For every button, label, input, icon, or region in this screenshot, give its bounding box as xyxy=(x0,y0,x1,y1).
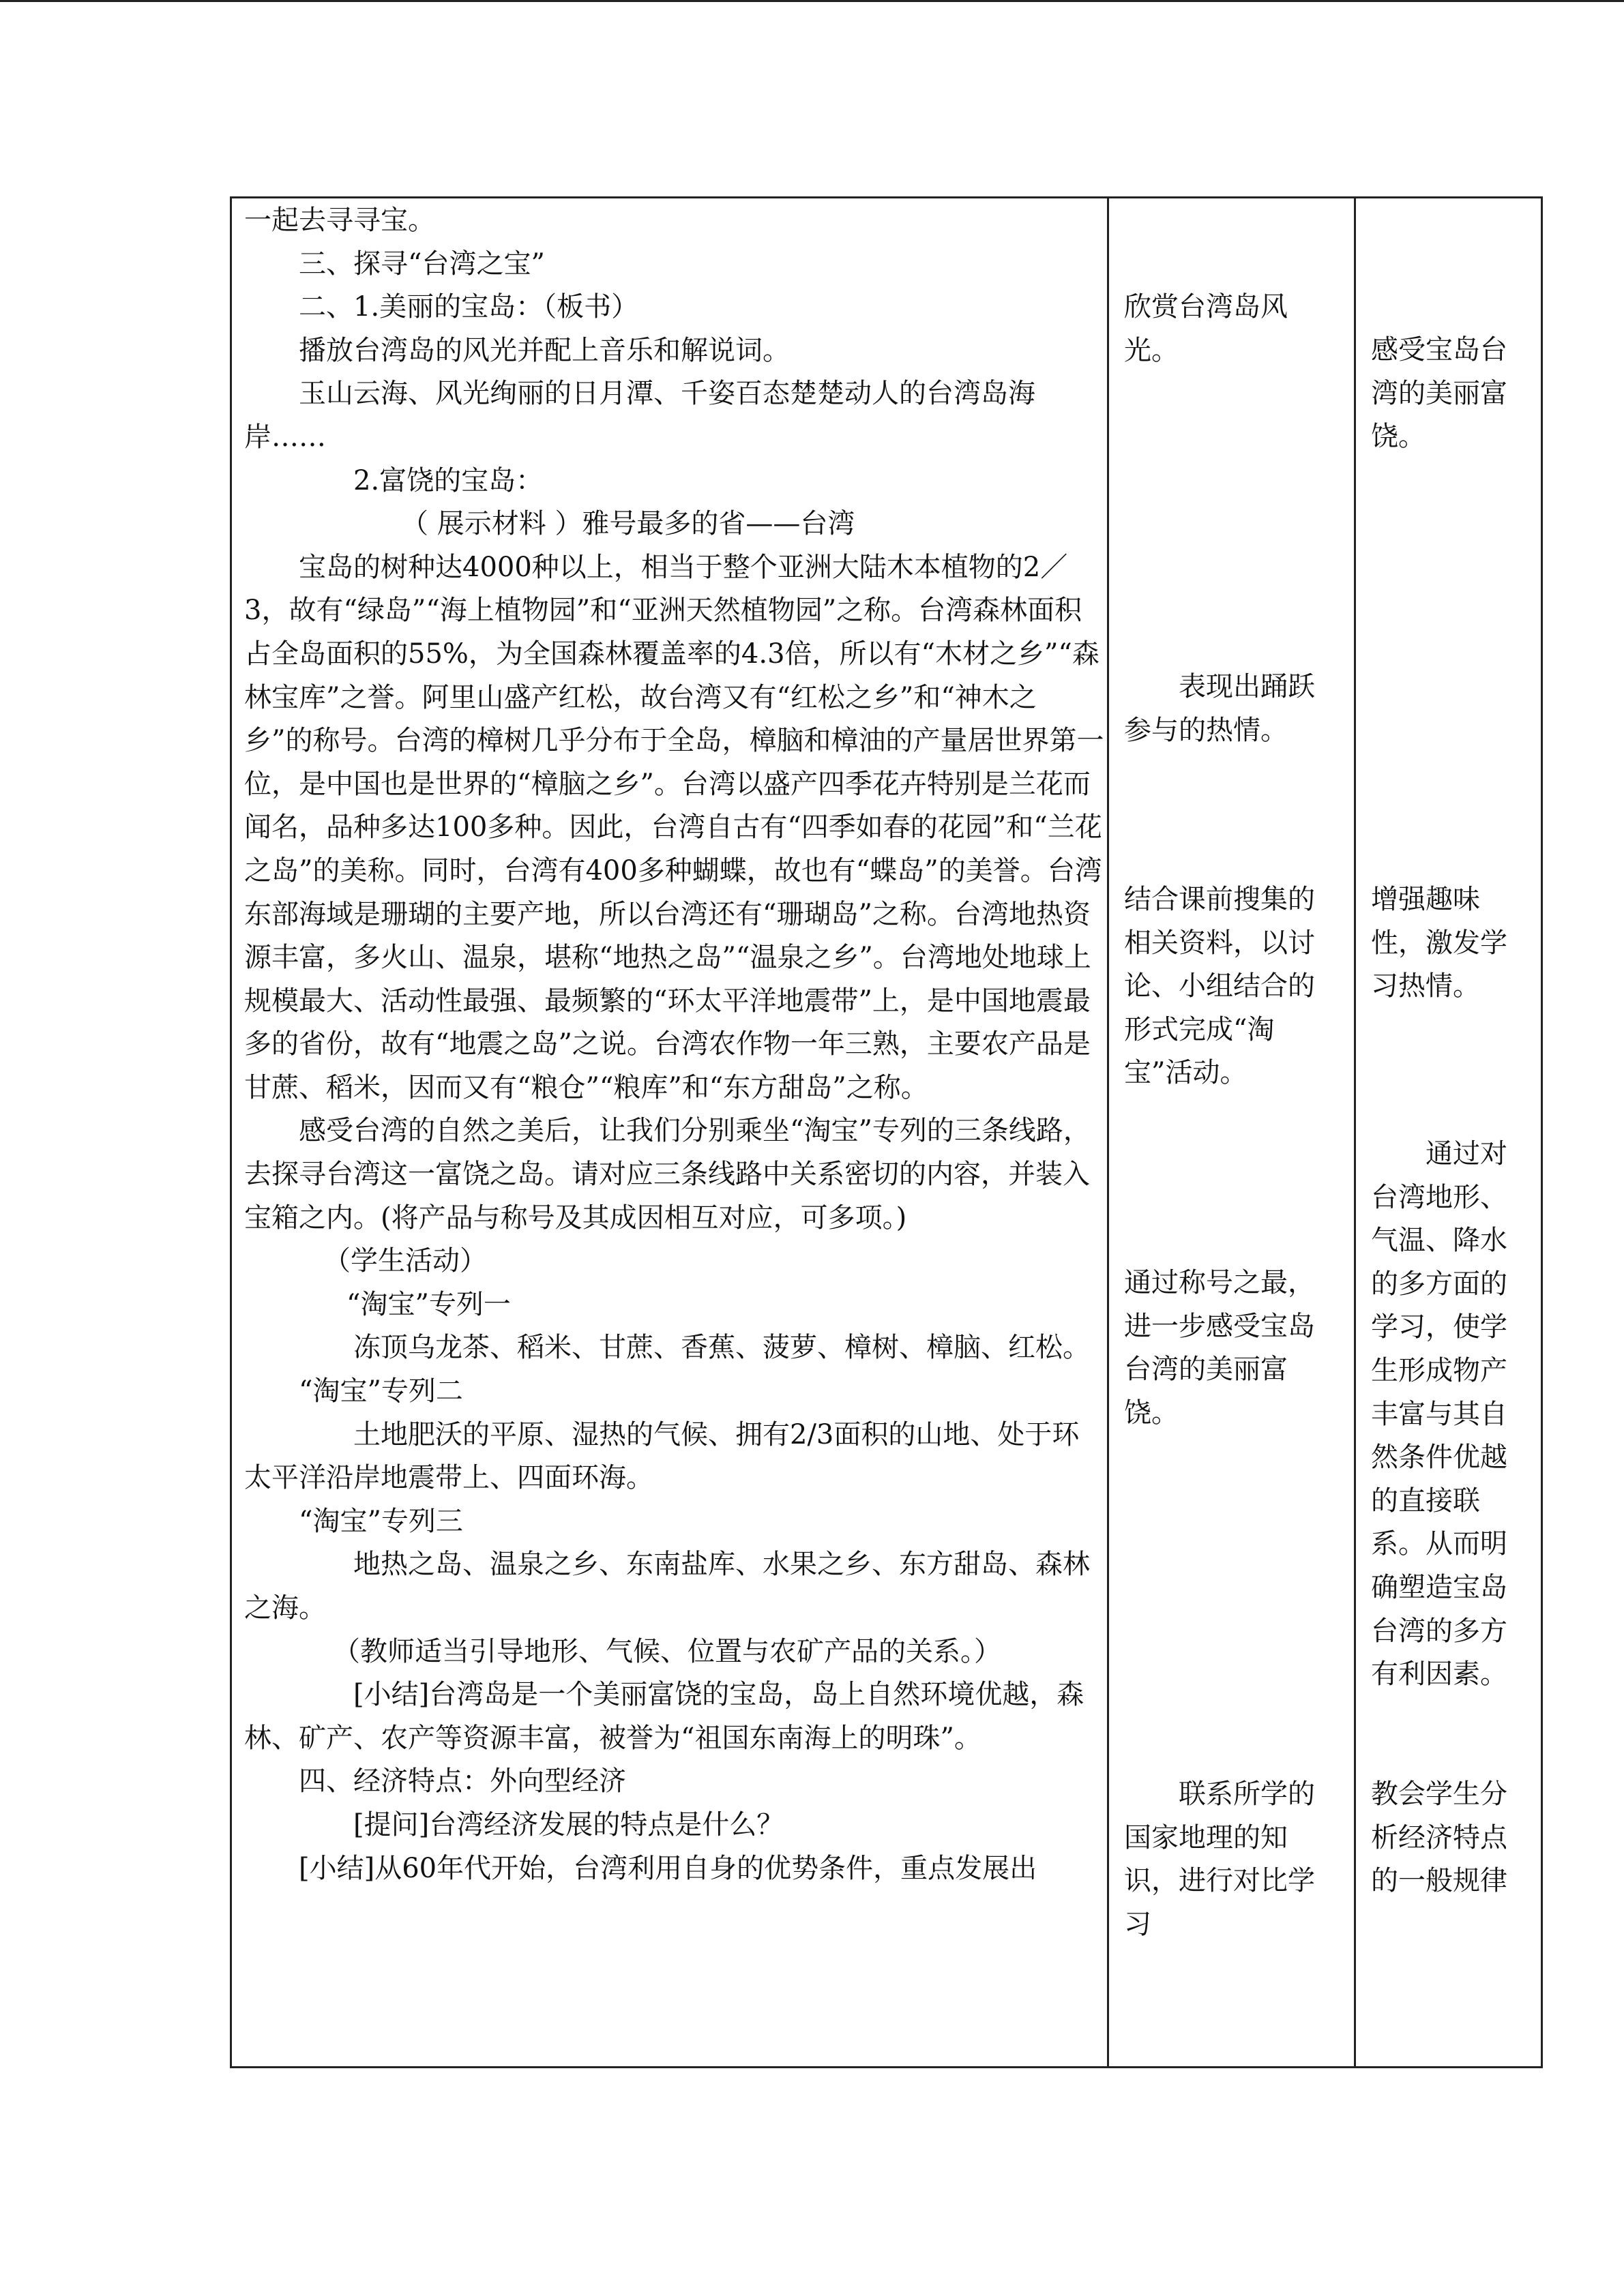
route-title: “淘宝”专列二 xyxy=(299,1375,463,1407)
student-activity-cell: 联系所学的国家地理的知识，进行对比学习 xyxy=(1124,1778,1315,1940)
main-paragraph: 玉山云海、风光绚丽的日月潭、千姿百态楚楚动人的台湾岛海岸…… xyxy=(244,378,1035,453)
summary-paragraph: [小结]台湾岛是一个美丽富饶的宝岛，岛上自然环境优越，森林、矿产、农产等资源丰富，被誉为“祖国东南海上的明珠”。 xyxy=(244,1679,1084,1754)
table-column-divider-1 xyxy=(1107,196,1109,2068)
main-text-line: （学生活动） xyxy=(323,1245,487,1277)
main-paragraph: 宝岛的树种达4000种以上，相当于整个亚洲大陆木本植物的2／3，故有“绿岛”“海上植物园”和“亚洲天然植物园”之称。台湾森林面积占全岛面积的55%，为全国森林覆盖率的4.3倍，所以有“木材之乡”“森林宝库”之誉。阿里山盛产红松，故台湾又有“红松之乡”和“神木之乡”的称号。台湾的樟树几乎分布于全岛，樟脑和樟油的产量居世界第一位，是中国也是世界的“樟脑之乡”。台湾以盛产四季花卉特别是兰花而闻名，品种多达100多种。因此，台湾自古有“四季如春的花园”和“兰花之岛”的美称。同时，台湾有400多种蝴蝶，故也有“蝶岛”的美誉。台湾东部海域是珊瑚的主要产地，所以台湾还有“珊瑚岛”之称。台湾地热资源丰富，多火山、温泉，堪称“地热之岛”“温泉之乡”。台湾地处地球上规模最大、活动性最强、最频繁的“环太平洋地震带”上，是中国地震最多的省份，故有“地震之岛”之说。台湾农作物一年三熟，主要农产品是甘蔗、稻米，因而又有“粮仓”“粮库”和“东方甜岛”之称。 xyxy=(244,551,1104,1103)
teaching-process-column xyxy=(244,199,1105,1890)
main-paragraph: 地热之岛、温泉之乡、东南盐库、水果之乡、东方甜岛、森林之海。 xyxy=(244,1549,1090,1624)
student-activity-cell: 欣赏台湾岛风光。 xyxy=(1124,291,1288,366)
subheading-rich-island: 2.富饶的宝岛： xyxy=(353,464,544,496)
design-intent-cell: 增强趣味性，激发学习热情。 xyxy=(1371,884,1507,1002)
student-activity-cell: 通过称号之最，进一步感受宝岛台湾的美丽富饶。 xyxy=(1124,1267,1315,1429)
main-paragraph: 冻顶乌龙茶、稻米、甘蔗、香蕉、菠萝、樟树、樟脑、红松。 xyxy=(353,1332,1090,1364)
design-intent-cell: 教会学生分析经济特点的一般规律 xyxy=(1371,1778,1507,1897)
student-activity-cell: 表现出踊跃参与的热情。 xyxy=(1124,671,1315,746)
section-heading-treasure: 三、探寻“台湾之宝” xyxy=(299,248,545,280)
section-heading-economy: 四、经济特点：外向型经济 xyxy=(299,1765,626,1798)
main-paragraph: 土地肥沃的平原、湿热的气候、拥有2/3面积的山地、处于环太平洋沿岸地震带上、四面环海。 xyxy=(244,1418,1080,1494)
main-paragraph: 感受台湾的自然之美后，让我们分别乘坐“淘宝”专列的三条线路，去探寻台湾这一富饶之岛。请对应三条线路中关系密切的内容，并装入宝箱之内。(将产品与称号及其成因相互对应，可多项。) xyxy=(244,1115,1091,1234)
summary-paragraph: [小结]从60年代开始，台湾利用自身的优势条件，重点发展出 xyxy=(299,1852,1037,1884)
subheading-beautiful-island: 二、1.美丽的宝岛：（板书） xyxy=(299,291,639,323)
main-text-line: 播放台湾岛的风光并配上音乐和解说词。 xyxy=(299,334,790,366)
table-column-divider-2 xyxy=(1354,196,1356,2068)
design-intent-cell: 感受宝岛台湾的美丽富饶。 xyxy=(1371,334,1507,453)
design-intent-cell: 通过对台湾地形、气温、降水的多方面的学习，使学生形成物产丰富与其自然条件优越的直接联系。从而明确塑造宝岛台湾的多方有利因素。 xyxy=(1371,1138,1507,1690)
main-text-line: （教师适当引导地形、气候、位置与农矿产品的关系。） xyxy=(333,1635,1001,1667)
main-text-line: 一起去寻寻宝。 xyxy=(244,205,435,236)
route-title: “淘宝”专列一 xyxy=(346,1288,511,1320)
material-caption: （ 展示材料 ）雅号最多的省——台湾 xyxy=(401,508,855,540)
page-top-rule xyxy=(0,0,1624,2)
route-title: “淘宝”专列三 xyxy=(299,1505,463,1537)
student-activity-cell: 结合课前搜集的相关资料，以讨论、小组结合的形式完成“淘宝”活动。 xyxy=(1124,884,1315,1089)
question-line: [提问]台湾经济发展的特点是什么？ xyxy=(353,1808,784,1840)
